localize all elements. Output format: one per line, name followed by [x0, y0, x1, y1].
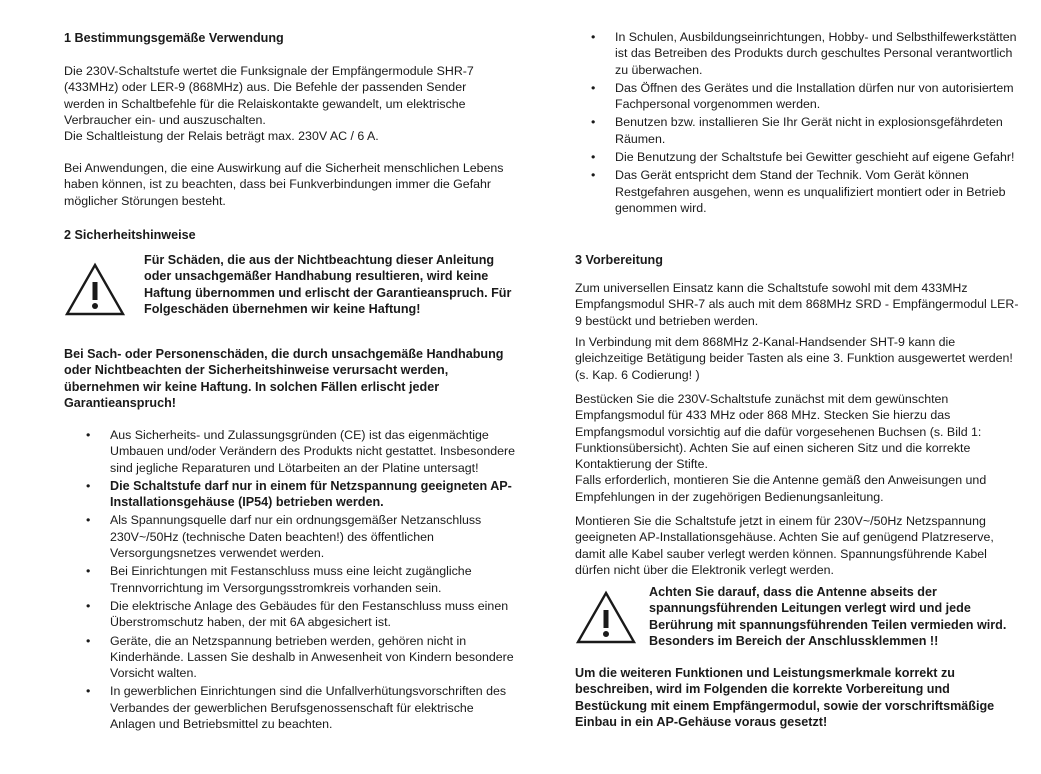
section-2-bold-paragraph: Bei Sach- oder Personenschäden, die durch unsachgemäße Handhabung oder Nichtbeachten der Sicherheitshinweise verursacht werden, übernehmen wir keine Haftung. In solchen Fällen erlischt jeder Garantieanspruch! [64, 347, 504, 410]
bullet-dot-icon: • [591, 168, 596, 183]
section-3-paragraph-3-text: Bestücken Sie die 230V-Schaltstufe zunächst mit dem gewünschten Empfangsmodul für 433 MHz oder 868 MHz. Stecken Sie hierzu das Empfangsmodul vorsichtig auf die dafür vorgesehenen Buchsen (s. Bild 1: Funktionsübersicht). Achten Sie auf einen sicheren Sitz und die korrekte Kontaktierung der Stifte. [575, 392, 982, 472]
section-3-paragraph-2: In Verbindung mit dem 868MHz 2-Kanal-Handsender SHT-9 kann die gleichzeitige Betätigung beider Tasten als eine 3. Funktion ausgewertet werden! (s. Kap. 6 Codierung! ) [575, 335, 1013, 382]
bullet-text: Das Gerät entspricht dem Stand der Technik. Vom Gerät können Restgefahren ausgehen, wenn es unqualifiziert montiert oder in Betrieb genommen wird. [615, 168, 1006, 215]
bullet-dot-icon: • [591, 30, 596, 44]
bullet-dot-icon: • [86, 564, 91, 579]
warning-box-right [575, 584, 1025, 659]
section-1-paragraph-1 [64, 63, 484, 144]
bullet-item [591, 149, 1020, 165]
bullet-dot-icon: • [591, 150, 596, 165]
bullet-dot-icon: • [86, 598, 91, 613]
bullet-item [86, 512, 520, 561]
bullet-dot-icon: • [86, 633, 91, 648]
bullet-dot-icon: • [86, 684, 91, 699]
section-2-heading: 2 Sicherheitshinweise [64, 228, 196, 242]
section-3-paragraph-4: Montieren Sie die Schaltstufe jetzt in einem für 230V~/50Hz Netzspannung geeigneten AP-Installationsgehäuse. Achten Sie auf genügend Platzreserve, damit alle Kabel sauber verlegt werden können. Spannungsführende Kabel dürfen nicht über die Elektronik verlegt werden. [575, 514, 994, 577]
section-3-paragraph-1: Zum universellen Einsatz kann die Schaltstufe sowohl mit dem 433MHz Empfangsmodul SHR-7 als auch mit dem 868MHz SRD - Empfängermodul LER-9 bestückt und betrieben werden. [575, 281, 1019, 328]
bullet-item [591, 29, 1020, 78]
bullet-item [591, 80, 1020, 113]
bullet-text: Benutzen bzw. installieren Sie Ihr Gerät nicht in explosionsgefährdeten Räumen. [615, 115, 1003, 146]
bullet-dot-icon: • [86, 428, 91, 442]
bullet-text: In gewerblichen Einrichtungen sind die Unfallverhütungsvorschriften des Verbandes der gewerblichen Berufsgenossenschaft für elektrische Anlagen und Betriebsmittel zu beachten. [110, 684, 507, 732]
warning-triangle-icon [64, 262, 126, 318]
section-3-bold-paragraph: Um die weiteren Funktionen und Leistungsmerkmale korrekt zu beschreiben, wird im Folgenden die korrekte Vorbereitung und Bestückung mit einem Empfängermodul, sowie der vorschriftsmäßige Einbau in ein AP-Gehäuse voraus gesetzt! [575, 666, 995, 729]
warning-box-left [64, 252, 526, 342]
bullet-item [86, 563, 520, 596]
bullet-item [86, 633, 520, 682]
bullet-item [86, 427, 520, 476]
bullet-text: Als Spannungsquelle darf nur ein ordnungsgemäßer Netzanschluss 230V~/50Hz (technische Daten beachten!) des öffentlichen Versorgungsnetzes verwendet werden. [110, 513, 482, 561]
bullet-item [591, 114, 1020, 147]
right-bullet-list [591, 29, 1020, 218]
section-3-heading: 3 Vorbereitung [575, 253, 663, 267]
bullet-item [591, 167, 1020, 216]
bullet-item [86, 683, 520, 732]
section-3-paragraph-3b-text: Falls erforderlich, montieren Sie die Antenne gemäß den Anweisungen und Empfehlungen in der zugehörigen Bedienungsanleitung. [575, 473, 987, 504]
bullet-item [86, 598, 520, 631]
bullet-text: Die Schaltstufe darf nur in einem für Netzspannung geeigneten AP-Installationsgehäuse (IP54) betrieben werden. [110, 478, 512, 510]
bullet-dot-icon: • [591, 80, 596, 95]
section-1-paragraph-1b-text: Die Schaltleistung der Relais beträgt max. 230V AC / 6 A. [64, 129, 379, 144]
section-3-paragraph-3 [575, 391, 1020, 505]
bullet-text: In Schulen, Ausbildungseinrichtungen, Hobby- und Selbsthilfewerkstätten ist das Betreiben des Produkts durch geschultes Personal verantwortlich zu überwachen. [615, 30, 1017, 77]
bullet-text: Bei Einrichtungen mit Festanschluss muss eine leicht zugängliche Trennvorrichtung im Versorgungsstromkreis vorhanden sein. [110, 564, 472, 595]
section-1-heading: 1 Bestimmungsgemäße Verwendung [64, 31, 284, 45]
section-1-paragraph-2: Bei Anwendungen, die eine Auswirkung auf die Sicherheit menschlichen Lebens haben können, ist zu beachten, dass bei Funkverbindungen immer die Gefahr möglicher Störungen besteht. [64, 161, 504, 208]
bullet-dot-icon: • [591, 115, 596, 130]
warning-text-right: Achten Sie darauf, dass die Antenne abseits der spannungsführenden Leitungen verlegt wird und jede Berührung mit spannungsführenden Teilen vermieden wird. Besonders im Bereich der Anschlussklemmen !! [649, 585, 1007, 648]
bullet-text: Das Öffnen des Gerätes und die Installation dürfen nur von autorisiertem Fachpersonal vorgenommen werden. [615, 80, 1014, 112]
bullet-text: Geräte, die an Netzspannung betrieben werden, gehören nicht in Kinderhände. Lassen Sie deshalb in Anwesenheit von Kindern besondere Vorsicht walten. [110, 633, 514, 681]
warning-triangle-icon [575, 590, 637, 646]
section-1-paragraph-1-text: Die 230V-Schaltstufe wertet die Funksignale der Empfängermodule SHR-7 (433MHz) oder LER-9 (868MHz) aus. Die Befehle der passenden Sender werden in Schaltbefehle für die Relaiskontakte gewandelt, um elektrische Verbraucher ein- und auszuschalten. [64, 64, 474, 127]
left-bullet-list [86, 427, 520, 734]
bullet-text: Die Benutzung der Schaltstufe bei Gewitter geschieht auf eigene Gefahr! [615, 150, 1015, 165]
bullet-item [86, 478, 520, 511]
bullet-dot-icon: • [86, 513, 91, 528]
bullet-text: Die elektrische Anlage des Gebäudes für den Festanschluss muss einen Überstromschutz haben, der mit 6A abgesichert ist. [110, 598, 509, 630]
bullet-text: Aus Sicherheits- und Zulassungsgründen (CE) ist das eigenmächtige Umbauen und/oder Verändern des Produkts nicht gestattet. Insbesondere sind jegliche Reparaturen und Lötarbeiten an der Platine untersagt! [110, 428, 516, 475]
bullet-dot-icon: • [86, 478, 91, 493]
warning-text-left: Für Schäden, die aus der Nichtbeachtung dieser Anleitung oder unsachgemäßer Handhabung resultieren, wird keine Haftung übernommen und erlischt der Garantieanspruch. Für Folgeschäden übernehmen wir keine Haftung! [144, 253, 512, 316]
